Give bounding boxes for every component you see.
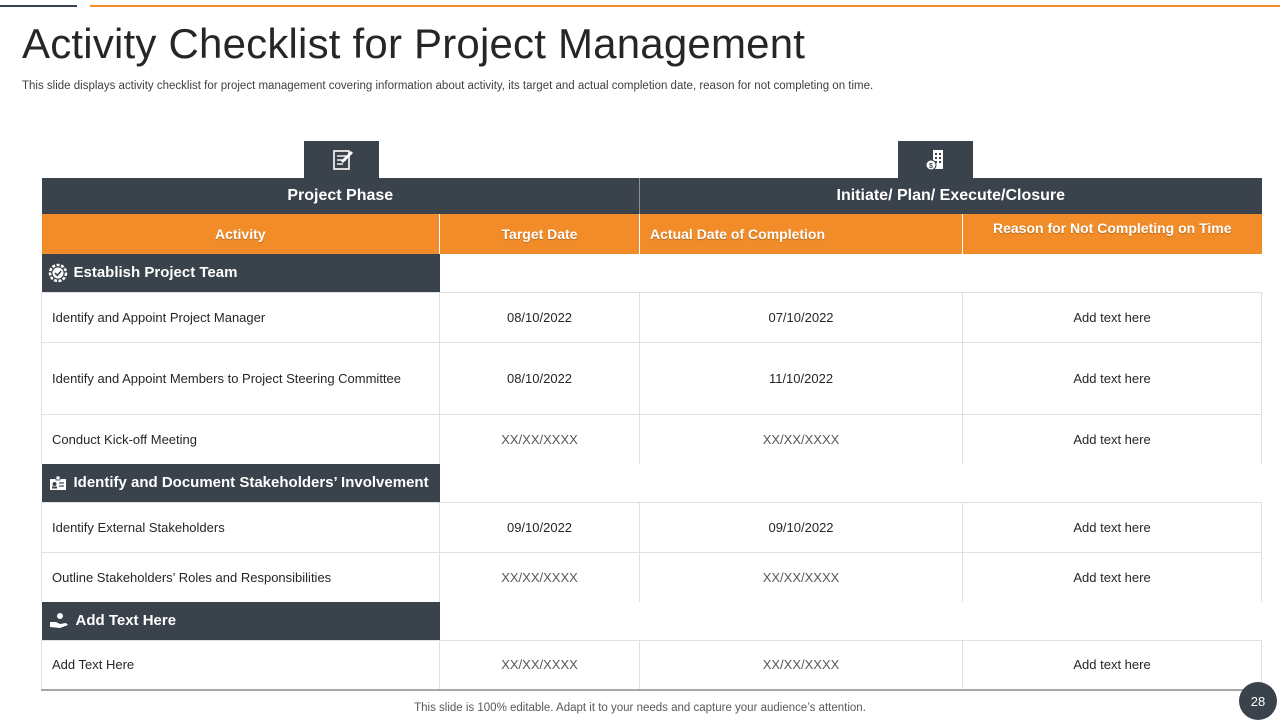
activity-checklist-table	[41, 178, 1262, 691]
col-header-actual-date: Actual Date of Completion	[640, 214, 963, 254]
id-card-icon	[48, 473, 68, 493]
phase-icon-box-left	[304, 141, 379, 178]
phase-icon-box-right	[898, 141, 973, 178]
svg-text:$: $	[928, 162, 933, 170]
section-label-cell	[42, 464, 440, 502]
col-header-reason: Reason for Not Completing on Time	[963, 214, 1262, 254]
section-blank-cell	[440, 602, 1262, 640]
activity-cell: Identify and Appoint Project Manager	[42, 292, 440, 342]
activity-cell: Outline Stakeholders’ Roles and Responsibilities	[42, 552, 440, 602]
reason-cell: Add text here	[963, 342, 1262, 414]
building-money-icon	[923, 147, 949, 173]
phase-left-header: Project Phase	[42, 178, 640, 214]
target-date-cell: XX/XX/XXXX	[440, 640, 640, 690]
table-row	[42, 640, 1262, 690]
target-date-cell: 08/10/2022	[440, 292, 640, 342]
actual-date-cell: XX/XX/XXXX	[640, 552, 963, 602]
activity-cell: Add Text Here	[42, 640, 440, 690]
reason-cell: Add text here	[963, 502, 1262, 552]
table-row	[42, 414, 1262, 464]
table-row	[42, 552, 1262, 602]
phase-right-header: Initiate/ Plan/ Execute/Closure	[640, 178, 1262, 214]
target-date-cell: 09/10/2022	[440, 502, 640, 552]
actual-date-cell: 11/10/2022	[640, 342, 963, 414]
page-number-badge: 28	[1239, 682, 1277, 720]
checklist-icon	[329, 147, 355, 173]
section-row	[42, 464, 1262, 502]
col-header-target-date: Target Date	[440, 214, 640, 254]
top-accent-line-dark	[0, 5, 77, 7]
target-date-cell: 08/10/2022	[440, 342, 640, 414]
activity-cell: Conduct Kick-off Meeting	[42, 414, 440, 464]
actual-date-cell: XX/XX/XXXX	[640, 640, 963, 690]
section-title: Identify and Document Stakeholders’ Involvement	[73, 474, 429, 492]
table-row	[42, 502, 1262, 552]
target-date-cell: XX/XX/XXXX	[440, 414, 640, 464]
activity-cell: Identify External Stakeholders	[42, 502, 440, 552]
slide-subtitle: This slide displays activity checklist for project management covering information about activity, its target and actual completion date, reason for not completing on time.	[22, 80, 874, 92]
activity-cell: Identify and Appoint Members to Project Steering Committee	[42, 342, 440, 414]
actual-date-cell: 07/10/2022	[640, 292, 963, 342]
section-blank-cell	[440, 254, 1262, 292]
table-row	[42, 292, 1262, 342]
table-row	[42, 342, 1262, 414]
reason-cell: Add text here	[963, 414, 1262, 464]
section-row	[42, 602, 1262, 640]
section-label-cell	[42, 254, 440, 292]
gear-check-icon	[48, 263, 68, 283]
actual-date-cell: 09/10/2022	[640, 502, 963, 552]
slide-title: Activity Checklist for Project Management	[22, 20, 806, 67]
section-label-cell	[42, 602, 440, 640]
column-header-row	[42, 214, 1262, 254]
col-header-activity: Activity	[42, 214, 440, 254]
section-row	[42, 254, 1262, 292]
phase-header-row	[42, 178, 1262, 214]
section-title: Add Text Here	[75, 612, 177, 630]
reason-cell: Add text here	[963, 292, 1262, 342]
section-blank-cell	[440, 464, 1262, 502]
section-title: Establish Project Team	[73, 264, 238, 282]
target-date-cell: XX/XX/XXXX	[440, 552, 640, 602]
slide-footer: This slide is 100% editable. Adapt it to your needs and capture your audience’s attention.	[414, 702, 866, 714]
reason-cell: Add text here	[963, 552, 1262, 602]
actual-date-cell: XX/XX/XXXX	[640, 414, 963, 464]
reason-cell: Add text here	[963, 640, 1262, 690]
hand-coin-icon	[48, 611, 70, 631]
top-accent-line-orange	[90, 5, 1280, 7]
